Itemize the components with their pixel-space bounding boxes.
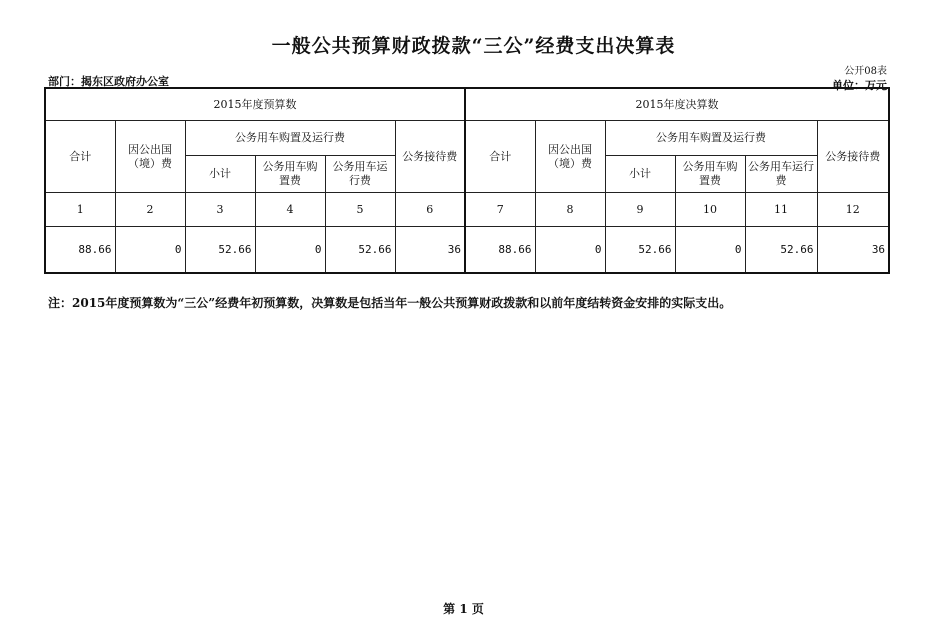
budget-purchase-header: 公务用车购置费 bbox=[255, 156, 325, 193]
page-number: 第 1 页 bbox=[443, 602, 484, 616]
budget-abroad-value: 0 bbox=[115, 227, 185, 274]
final-subtotal-value: 52.66 bbox=[605, 227, 675, 274]
budget-total-header: 合计 bbox=[45, 121, 115, 193]
page-title: 一般公共预算财政拨款“三公”经费支出决算表 bbox=[271, 35, 676, 57]
final-total-value: 88.66 bbox=[465, 227, 535, 274]
col-number: 1 bbox=[45, 193, 115, 227]
group-header-row bbox=[45, 88, 889, 121]
col-number: 4 bbox=[255, 193, 325, 227]
final-operation-value: 52.66 bbox=[745, 227, 817, 274]
final-purchase-header: 公务用车购置费 bbox=[675, 156, 745, 193]
col-number: 8 bbox=[535, 193, 605, 227]
final-abroad-value: 0 bbox=[535, 227, 605, 274]
col-number: 6 bbox=[395, 193, 465, 227]
budget-abroad-header: 因公出国（境）费 bbox=[115, 121, 185, 193]
column-number-row bbox=[45, 193, 889, 227]
form-number: 公开08表 bbox=[844, 66, 887, 77]
budget-reception-header: 公务接待费 bbox=[395, 121, 465, 193]
value-row bbox=[45, 227, 889, 274]
col-number: 5 bbox=[325, 193, 395, 227]
unit-label: 单位：万元 bbox=[832, 79, 887, 92]
final-purchase-value: 0 bbox=[675, 227, 745, 274]
final-vehicle-header: 公务用车购置及运行费 bbox=[605, 121, 817, 156]
budget-operation-header: 公务用车运行费 bbox=[325, 156, 395, 193]
final-reception-header: 公务接待费 bbox=[817, 121, 889, 193]
final-operation-header: 公务用车运行费 bbox=[745, 156, 817, 193]
budget-group-header: 2015年度预算数 bbox=[45, 88, 465, 121]
header-row-1 bbox=[45, 121, 889, 156]
final-reception-value: 36 bbox=[817, 227, 889, 274]
col-number: 10 bbox=[675, 193, 745, 227]
budget-subtotal-header: 小计 bbox=[185, 156, 255, 193]
final-total-header: 合计 bbox=[465, 121, 535, 193]
final-abroad-header: 因公出国（境）费 bbox=[535, 121, 605, 193]
department-label: 部门：揭东区政府办公室 bbox=[48, 75, 169, 88]
budget-total-value: 88.66 bbox=[45, 227, 115, 274]
final-group-header: 2015年度决算数 bbox=[465, 88, 889, 121]
final-subtotal-header: 小计 bbox=[605, 156, 675, 193]
col-number: 11 bbox=[745, 193, 817, 227]
col-number: 12 bbox=[817, 193, 889, 227]
budget-purchase-value: 0 bbox=[255, 227, 325, 274]
budget-operation-value: 52.66 bbox=[325, 227, 395, 274]
col-number: 7 bbox=[465, 193, 535, 227]
col-number: 9 bbox=[605, 193, 675, 227]
budget-subtotal-value: 52.66 bbox=[185, 227, 255, 274]
budget-reception-value: 36 bbox=[395, 227, 465, 274]
footnote: 注：2015年度预算数为“三公”经费年初预算数，决算数是包括当年一般公共预算财政拨款和以前年度结转资金安排的实际支出。 bbox=[48, 296, 732, 310]
col-number: 2 bbox=[115, 193, 185, 227]
expenditure-table bbox=[44, 87, 890, 274]
col-number: 3 bbox=[185, 193, 255, 227]
budget-vehicle-header: 公务用车购置及运行费 bbox=[185, 121, 395, 156]
